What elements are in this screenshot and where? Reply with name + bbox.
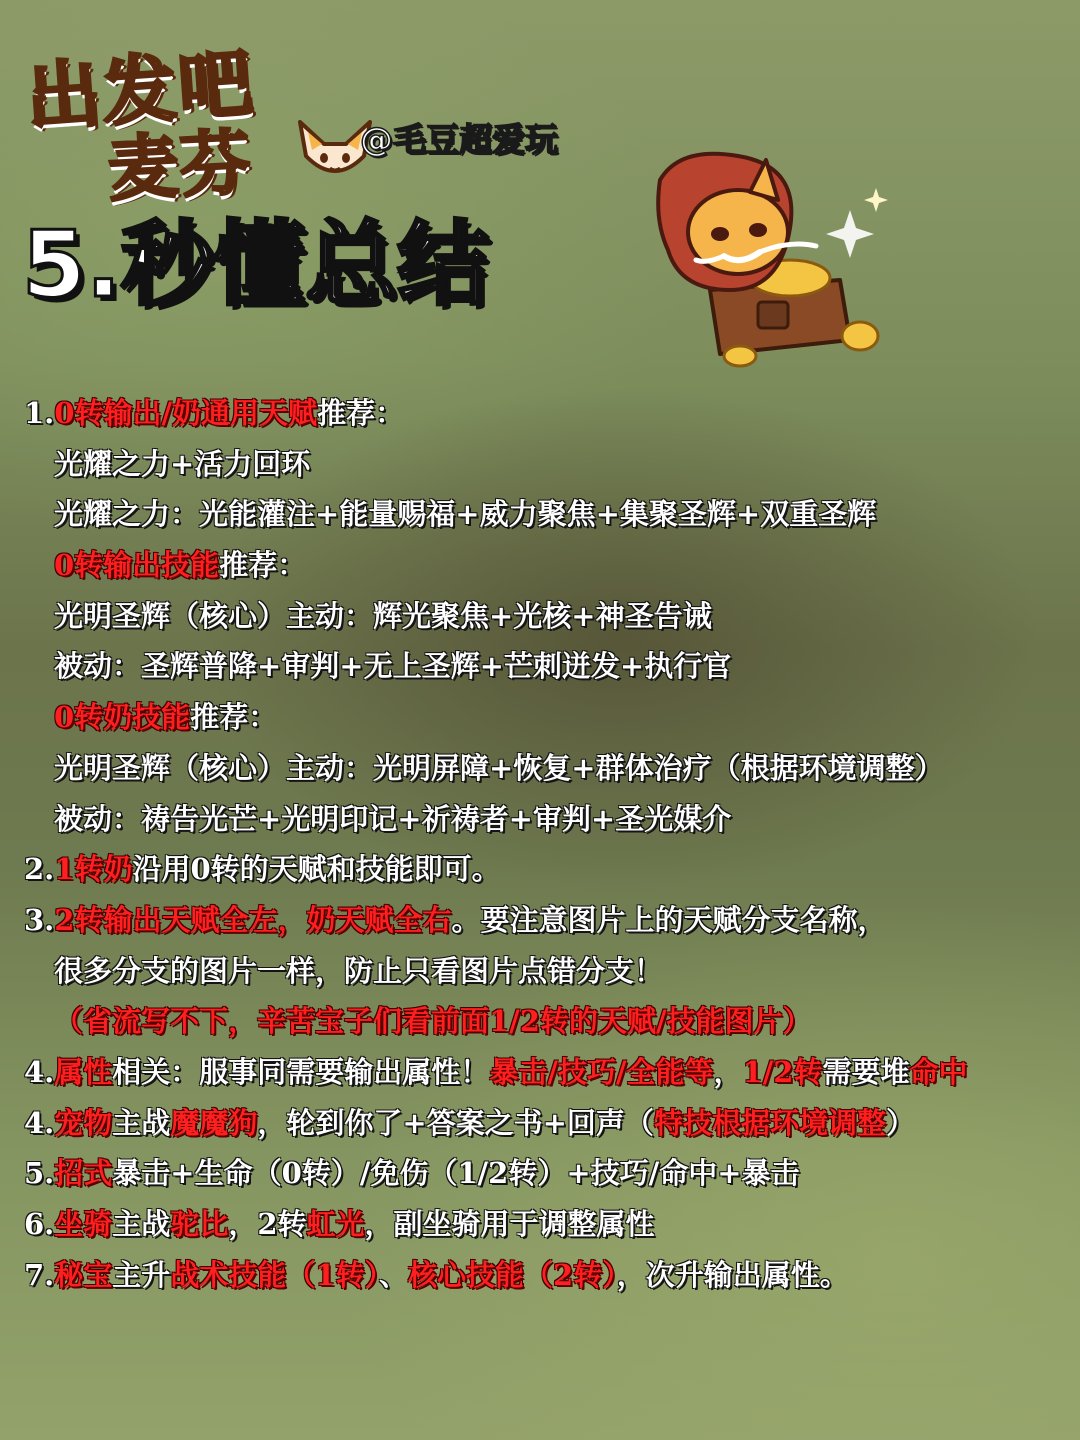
body-text: 主战 (112, 1207, 171, 1241)
summary-line (24, 794, 1064, 845)
body-text: 6. (24, 1207, 55, 1241)
body-text: 2. (24, 852, 55, 887)
summary-line (24, 1250, 1064, 1301)
summary-line (24, 540, 1064, 591)
logo-title-line2: 麦芬 (106, 121, 255, 211)
fox-mascot-treasure-illustration (640, 140, 910, 370)
highlight-text: 驼比 (170, 1207, 229, 1241)
summary-line (24, 1098, 1064, 1149)
body-text: ，次升输出属性。 (616, 1257, 849, 1292)
summary-line (24, 641, 1064, 692)
summary-line (24, 895, 1064, 946)
highlight-text: 战术技能（1转） (170, 1257, 379, 1292)
highlight-text: 0转输出技能 (54, 548, 220, 583)
body-text: 1. (24, 396, 55, 430)
body-text: 、 (379, 1257, 409, 1292)
logo-title-line1: 出发吧 (23, 40, 258, 142)
body-text: 被动：圣辉普降+审判+无上圣辉+芒刺迸发+执行官 (54, 649, 732, 684)
body-text: 很多分支的图片一样，防止只看图片点错分支！ (54, 953, 664, 988)
summary-list (24, 388, 1064, 1300)
body-text: ） (885, 1105, 915, 1140)
highlight-text: 核心技能（2转） (408, 1257, 617, 1292)
body-text: 3. (24, 902, 55, 937)
highlight-text: （省流写不下，辛苦宝子们看前面1/2转的天赋/技能图片） (54, 1004, 812, 1039)
highlight-text: 2转输出天赋全左，奶天赋全右 (54, 902, 452, 937)
author-handle: @毛豆超爱玩 (360, 120, 558, 159)
body-text: 推荐： (190, 700, 278, 735)
body-text: ， (713, 1054, 743, 1089)
highlight-text: 招式 (54, 1156, 113, 1191)
summary-line (24, 1148, 1064, 1199)
summary-line (24, 591, 1064, 642)
body-text: 主升 (112, 1257, 171, 1292)
body-text: 4. (24, 1105, 55, 1140)
body-text: 4. (24, 1054, 55, 1089)
body-text: 7. (24, 1257, 55, 1292)
body-text: ，轮到你了+答案之书+回声（ (257, 1105, 654, 1140)
body-text: 被动：祷告光芒+光明印记+祈祷者+审判+圣光媒介 (54, 801, 732, 836)
highlight-text: 特技根据环境调整 (653, 1105, 886, 1140)
body-text: 光耀之力：光能灌注+能量赐福+威力聚焦+集聚圣辉+双重圣辉 (54, 497, 877, 532)
summary-line (24, 844, 1064, 895)
body-text: ，副坐骑用于调整属性 (364, 1207, 655, 1241)
highlight-text: 0转输出/奶通用天赋 (54, 396, 318, 430)
body-text: ，2转 (228, 1207, 307, 1241)
highlight-text: 坐骑 (54, 1207, 113, 1241)
highlight-text: 虹光 (306, 1207, 365, 1241)
highlight-text: 秘宝 (54, 1257, 113, 1292)
body-text: 推荐： (317, 396, 405, 430)
summary-line (24, 743, 1064, 794)
highlight-text: 命中 (909, 1054, 968, 1089)
highlight-text: 宠物 (54, 1105, 113, 1140)
summary-line (24, 996, 1064, 1047)
highlight-text: 魔魔狗 (170, 1105, 258, 1140)
highlight-text: 1/2转 (742, 1054, 823, 1089)
summary-line (24, 1199, 1064, 1250)
summary-line (24, 388, 1064, 439)
summary-line (24, 1047, 1064, 1098)
game-logo (22, 18, 382, 211)
body-text: 主战 (112, 1105, 171, 1140)
body-text: 需要堆 (822, 1054, 910, 1089)
summary-line (24, 489, 1064, 540)
highlight-text: 0转奶技能 (54, 700, 191, 735)
highlight-text: 暴击/技巧/全能等 (489, 1054, 714, 1089)
summary-line (24, 946, 1064, 997)
body-text: 。要注意图片上的天赋分支名称， (451, 902, 887, 937)
body-text: 光明圣辉（核心）主动：辉光聚焦+光核+神圣告诫 (54, 598, 712, 633)
body-text: 沿用0转的天赋和技能即可。 (132, 852, 501, 887)
body-text: 光明圣辉（核心）主动：光明屏障+恢复+群体治疗（根据环境调整） (54, 750, 944, 785)
highlight-text: 属性 (54, 1054, 113, 1089)
body-text: 5. (24, 1156, 55, 1191)
page-title: 5.秒懂总结 (22, 211, 489, 318)
summary-line (24, 439, 1064, 490)
summary-line (24, 692, 1064, 743)
body-text: 光耀之力+活力回环 (54, 446, 311, 481)
body-text: 暴击+生命（0转）/免伤（1/2转）+技巧/命中+暴击 (112, 1156, 800, 1191)
highlight-text: 1转奶 (54, 852, 133, 887)
body-text: 推荐： (219, 548, 307, 583)
body-text: 相关：服事同需要输出属性！ (112, 1054, 490, 1089)
